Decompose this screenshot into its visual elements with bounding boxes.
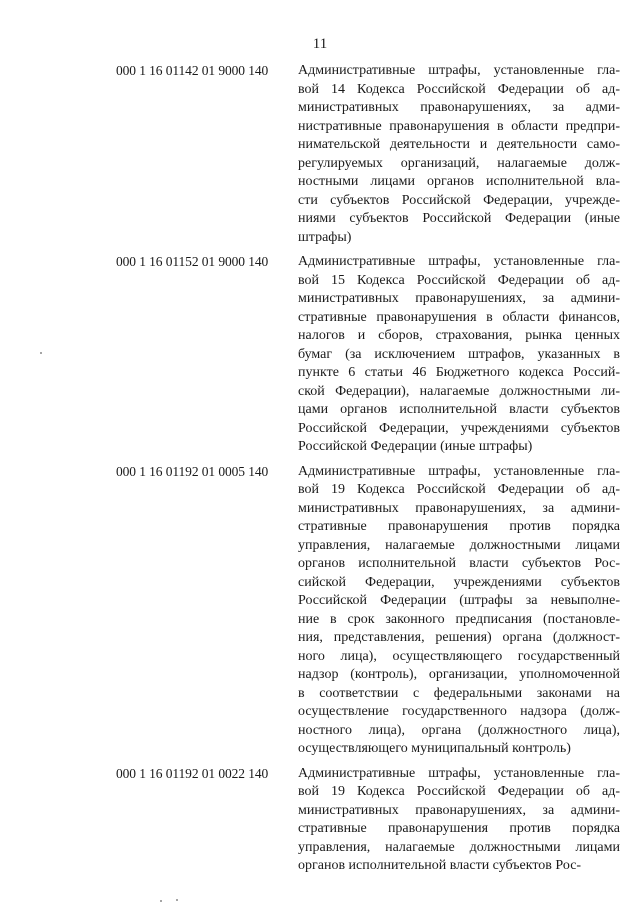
description-line: органов исполнительной власти субъектов Рос- — [298, 858, 582, 873]
description-line: управления, налагаемые должностными лицами — [298, 537, 620, 553]
classification-list — [116, 62, 620, 882]
description-line: осуществление государственного надзора (долж- — [298, 704, 620, 719]
description-line: органов исполнительной власти субъектов Рос- — [298, 556, 620, 571]
description-line: осуществляющего муниципальный контроль) — [298, 741, 571, 756]
entry-description — [298, 253, 620, 457]
description-line: вой 19 Кодекса Российской Федерации об ад- — [298, 784, 620, 799]
description-line: сти субъектов Российской Федерации, учрежде- — [298, 192, 620, 208]
description-line: Административные штрафы, установленные гла- — [298, 63, 620, 78]
entry-description — [298, 463, 620, 759]
description-line: Административные штрафы, установленные гла- — [298, 765, 620, 781]
entry-description — [298, 62, 620, 247]
description-line: стративные правонарушения против порядка — [298, 821, 620, 836]
description-line: пункте 6 статьи 46 Бюджетного кодекса Россий- — [298, 365, 620, 380]
scan-speck — [40, 352, 42, 354]
description-line: ния, представления, решения) органа (должност- — [298, 630, 620, 645]
description-line: ностными лицами органов исполнительной вла- — [298, 174, 620, 189]
description-line: штрафы) — [298, 229, 352, 245]
description-line: Российской Федерации (иные штрафы) — [298, 439, 533, 454]
entry-description — [298, 765, 620, 876]
budget-code: 000 1 16 01152 01 9000 140 — [116, 254, 269, 269]
page-number: 11 — [312, 36, 328, 52]
scan-speck — [176, 899, 178, 901]
classification-entry — [116, 62, 620, 247]
description-line: в соответствии с федеральными законами на — [298, 685, 620, 701]
description-line: нистративные правонарушения в области предпри- — [298, 118, 620, 134]
description-line: вой 19 Кодекса Российской Федерации об ад- — [298, 482, 620, 497]
description-line: ного лица), осуществляющего государственный — [298, 648, 620, 664]
description-line: ниями субъектов Российской Федерации (иные — [298, 211, 620, 226]
description-line: вой 15 Кодекса Российской Федерации об ад- — [298, 272, 620, 288]
classification-entry — [116, 253, 620, 457]
description-line: нимательской деятельности и деятельности само- — [298, 137, 620, 152]
description-line: Административные штрафы, установленные гла- — [298, 463, 620, 479]
scan-speck — [160, 900, 162, 902]
description-line: стративные правонарушения в области финансов, — [298, 309, 620, 325]
description-line: стративные правонарушения против порядка — [298, 519, 620, 534]
description-line: министративных правонарушениях, за адми- — [298, 100, 620, 115]
description-line: бумаг (за исключением штрафов, указанных в — [298, 346, 620, 362]
description-line: ностного лица), органа (должностного лица), — [298, 722, 620, 738]
description-line: Административные штрафы, установленные гла- — [298, 254, 620, 269]
description-line: вой 14 Кодекса Российской Федерации об ад- — [298, 81, 620, 97]
budget-code: 000 1 16 01142 01 9000 140 — [116, 63, 269, 78]
description-line: цами органов исполнительной власти субъектов — [298, 402, 620, 417]
budget-code: 000 1 16 01192 01 0005 140 — [116, 463, 269, 479]
description-line: министративных правонарушениях, за админи- — [298, 291, 620, 306]
classification-entry — [116, 463, 620, 759]
description-line: ской Федерации), налагаемые должностными ли- — [298, 383, 620, 399]
classification-entry — [116, 765, 620, 876]
description-line: регулируемых организаций, налагаемые долж- — [298, 155, 620, 171]
description-line: ние в срок законного предписания (постановле- — [298, 611, 620, 627]
description-line: сийской Федерации, учреждениями субъектов — [298, 574, 620, 590]
description-line: Российской Федерации, учреждениями субъектов — [298, 420, 620, 436]
description-line: Российской Федерации (штрафы за невыполне- — [298, 593, 620, 608]
description-line: налогов и сборов, страхования, рынка ценных — [298, 328, 620, 343]
description-line: управления, налагаемые должностными лицами — [298, 839, 620, 855]
description-line: министративных правонарушениях, за админи- — [298, 500, 620, 516]
description-line: надзор (контроль), организации, уполномоченной — [298, 667, 620, 682]
budget-code: 000 1 16 01192 01 0022 140 — [116, 765, 269, 781]
description-line: министративных правонарушениях, за админи- — [298, 802, 620, 818]
